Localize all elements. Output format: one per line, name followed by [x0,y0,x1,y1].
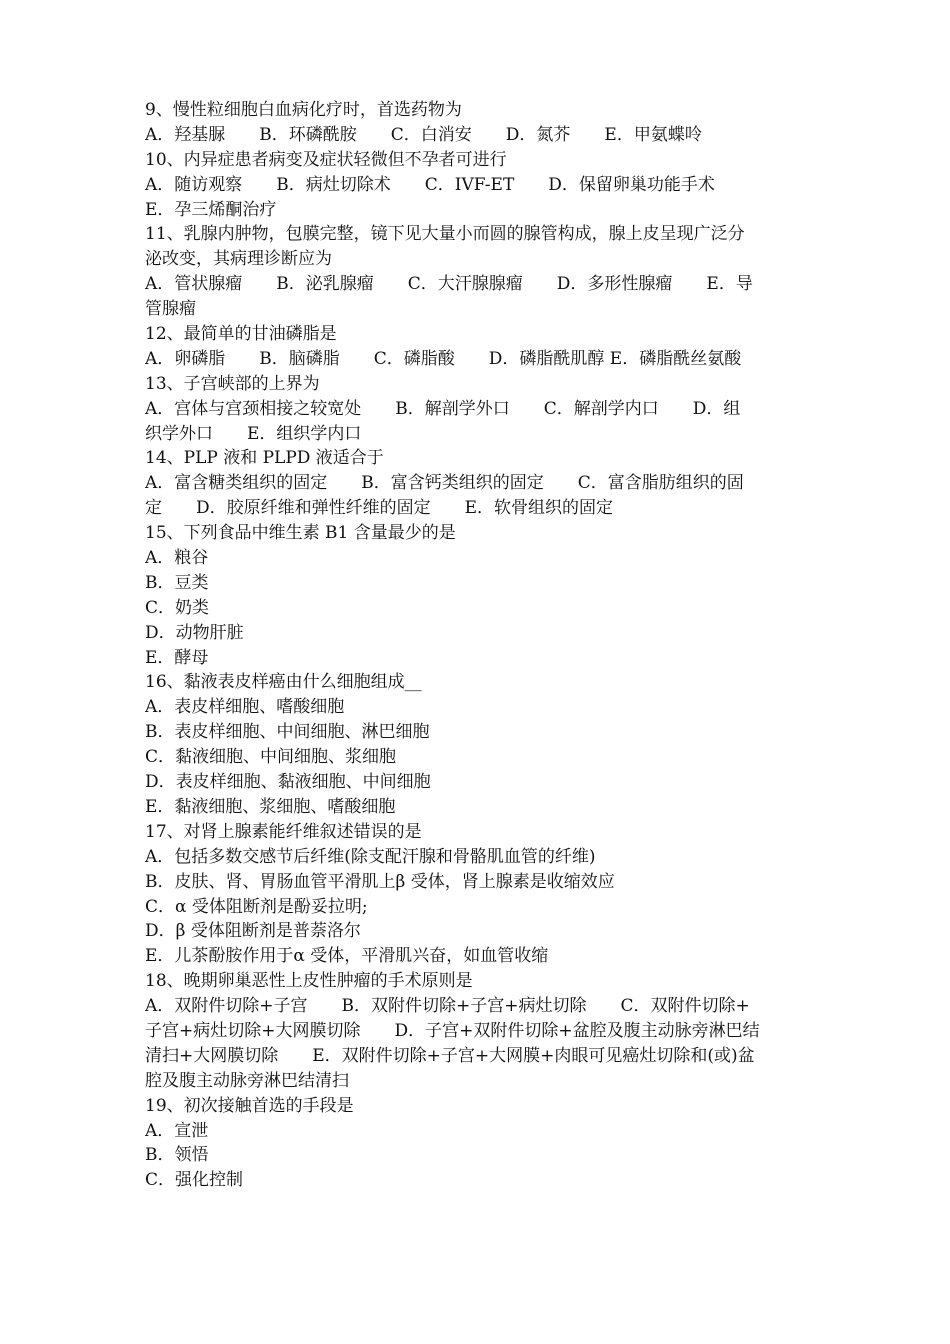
text-line: A．宫体与宫颈相接之较宽处 B．解剖学外口 C．解剖学内口 D．组 [145,398,741,419]
text-line: A．富含糖类组织的固定 B．富含钙类组织的固定 C．富含脂肪组织的固 [145,473,744,494]
text-line: D．β 受体阻断剂是普萘洛尔 [145,921,361,942]
text-line: C．强化控制 [145,1170,244,1191]
text-line: 清扫+大网膜切除 E．双附件切除+子宫+大网膜+肉眼可见癌灶切除和(或)盆 [145,1045,755,1066]
text-line: 16、黏液表皮样癌由什么细胞组成__ [145,672,422,693]
text-line: E．儿茶酚胺作用于α 受体，平滑肌兴奋，如血管收缩 [145,946,549,967]
text-line: A．管状腺瘤 B．泌乳腺瘤 C．大汗腺腺瘤 D．多形性腺瘤 E．导 [145,274,753,295]
text-line: 定 D．胶原纤维和弹性纤维的固定 E．软骨组织的固定 [145,498,614,519]
text-line: A．双附件切除+子宫 B．双附件切除+子宫+病灶切除 C．双附件切除+ [145,996,750,1017]
text-line: A．随访观察 B．病灶切除术 C．IVF-ET D．保留卵巢功能手术 [145,174,715,195]
text-line: B．表皮样细胞、中间细胞、淋巴细胞 [145,722,430,743]
text-line: 18、晚期卵巢恶性上皮性肿瘤的手术原则是 [145,971,473,992]
document-body [145,98,813,1193]
text-line: B．领悟 [145,1145,209,1166]
text-line: E．酵母 [145,647,209,668]
text-line: 腔及腹主动脉旁淋巴结清扫 [145,1070,349,1091]
text-line: A．卵磷脂 B．脑磷脂 C．磷脂酸 D．磷脂酰肌醇 E．磷脂酰丝氨酸 [145,348,742,369]
text-line: C．奶类 [145,597,210,618]
text-line: 10、内异症患者病变及症状轻微但不孕者可进行 [145,149,507,170]
text-line: A．表皮样细胞、嗜酸细胞 [145,697,345,718]
text-line: 14、PLP 液和 PLPD 液适合于 [145,448,384,469]
text-line: 12、最简单的甘油磷脂是 [145,324,337,345]
text-line: A．粮谷 [145,548,209,569]
text-line: 织学外口 E．组织学内口 [145,423,362,444]
text-line: 15、下列食品中维生素 B1 含量最少的是 [145,523,456,544]
text-line: C．α 受体阻断剂是酚妥拉明; [145,896,368,917]
text-line: C．黏液细胞、中间细胞、浆细胞 [145,747,397,768]
text-line: A．羟基脲 B．环磷酰胺 C．白消安 D．氮芥 E．甲氨蝶呤 [145,124,702,145]
text-line: E．孕三烯酮治疗 [145,199,277,220]
text-line: 17、对肾上腺素能纤维叙述错误的是 [145,821,422,842]
text-line: 泌改变，其病理诊断应为 [145,249,332,270]
text-line: B．豆类 [145,572,209,593]
text-line: E．黏液细胞、浆细胞、嗜酸细胞 [145,796,396,817]
text-line: D．动物肝脏 [145,622,244,643]
text-line: 11、乳腺内肿物，包膜完整，镜下见大量小而圆的腺管构成，腺上皮呈现广泛分 [145,224,745,245]
text-line: 子宫+病灶切除+大网膜切除 D．子宫+双附件切除+盆腔及腹主动脉旁淋巴结 [145,1020,760,1041]
text-line: A．包括多数交感节后纤维(除支配汗腺和骨骼肌血管的纤维) [145,846,596,867]
text-line: 管腺瘤 [145,299,196,320]
text-line: 13、子宫峡部的上界为 [145,373,320,394]
text-line: B．皮肤、肾、胃肠血管平滑肌上β 受体，肾上腺素是收缩效应 [145,871,615,892]
text-line: A．宣泄 [145,1120,209,1141]
text-line: 9、慢性粒细胞白血病化疗时，首选药物为 [145,100,462,120]
text-line: D．表皮样细胞、黏液细胞、中间细胞 [145,772,431,793]
text-line: 19、初次接触首选的手段是 [145,1095,354,1116]
